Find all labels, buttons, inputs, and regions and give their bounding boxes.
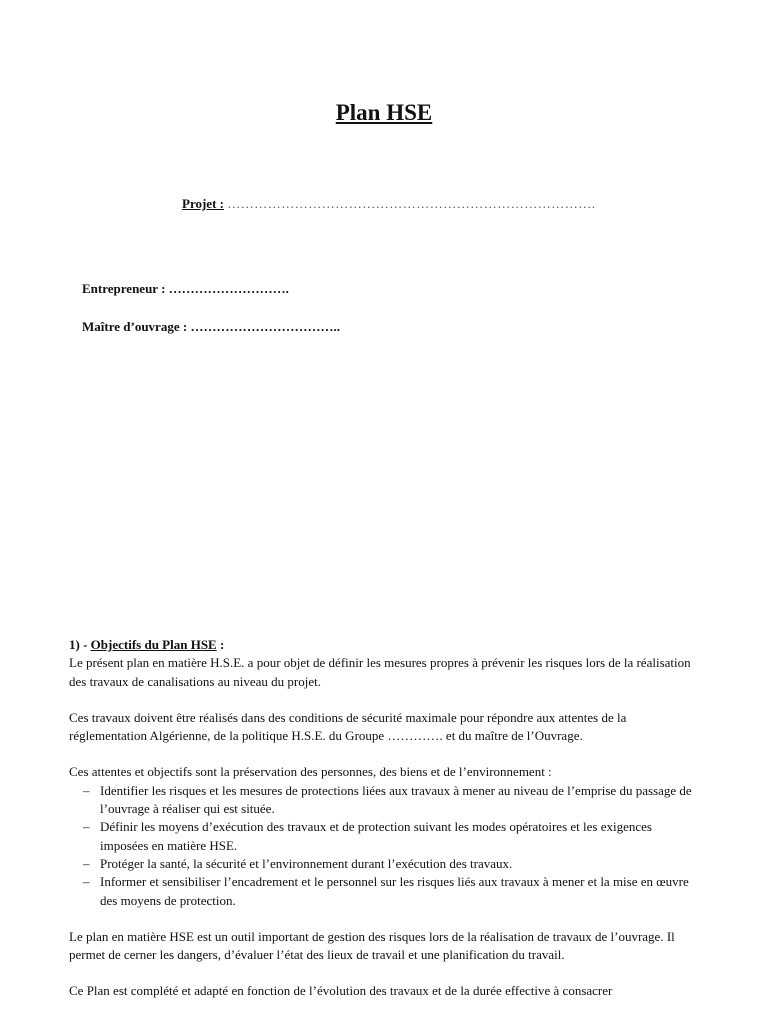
- section-number: 1) -: [69, 637, 88, 652]
- list-item: [69, 855, 701, 873]
- objectives-list: [69, 782, 701, 910]
- paragraph-4: Le plan en matière HSE est un outil important de gestion des risques lors de la réalisation de travaux de l’ouvrage. Il permet de cerner les dangers, d’évaluer l’état des lieux de travail et une planification du travail.: [69, 928, 675, 963]
- entrepreneur-value: ……………………….: [168, 281, 289, 296]
- title-text: Plan HSE: [335, 100, 433, 125]
- list-item-text: Définir les moyens d’exécution des travaux et de protection suivant les modes opératoires et les exigences imposées en matière HSE.: [100, 819, 652, 853]
- paragraph-3-intro: Ces attentes et objectifs sont la préservation des personnes, des biens et de l’environnement :: [69, 764, 552, 780]
- section-heading-text: Objectifs du Plan HSE: [90, 637, 217, 652]
- dash-icon: –: [83, 819, 90, 835]
- dash-icon: –: [83, 855, 90, 871]
- maitre-ouvrage-label: Maître d’ouvrage :: [82, 319, 188, 334]
- page-title: [0, 100, 768, 126]
- section-heading-colon: :: [219, 637, 225, 652]
- paragraph-5: Ce Plan est complété et adapté en fonction de l’évolution des travaux et de la durée effective à consacrer: [69, 983, 613, 999]
- dash-icon: –: [83, 782, 90, 798]
- entrepreneur-field: [82, 281, 289, 297]
- section-objectifs: [69, 636, 701, 1001]
- entrepreneur-label: Entrepreneur :: [82, 281, 166, 296]
- list-item-text: Protéger la santé, la sécurité et l’environnement durant l’exécution des travaux.: [100, 855, 513, 871]
- section-heading: [69, 636, 701, 654]
- list-item-text: Informer et sensibiliser l’encadrement et le personnel sur les risques liés aux travaux à mener et la mise en œuvre des moyens de protection.: [100, 874, 689, 908]
- list-item-text: Identifier les risques et les mesures de protections liées aux travaux à mener au niveau de l’emprise du passage de l’ouvrage à réaliser qui est située.: [100, 782, 692, 817]
- paragraph-1: Le présent plan en matière H.S.E. a pour objet de définir les mesures propres à prévenir les risques lors de la réalisation des travaux de canalisations au niveau du projet.: [69, 655, 691, 689]
- projet-field: [182, 196, 595, 212]
- list-item: [69, 782, 701, 819]
- list-item: [69, 873, 701, 910]
- maitre-ouvrage-field: [82, 319, 340, 335]
- dash-icon: –: [83, 874, 90, 890]
- list-item: [69, 818, 701, 855]
- paragraph-2: Ces travaux doivent être réalisés dans des conditions de sécurité maximale pour répondre aux attentes de la réglementation Algérienne, de la politique H.S.E. du Groupe …………. et du maître de l’Ouvrage.: [69, 709, 627, 744]
- projet-value: ……………………………………………………………………….: [227, 196, 596, 211]
- maitre-ouvrage-value: ……………………………..: [190, 319, 340, 334]
- projet-label: Projet :: [182, 196, 224, 211]
